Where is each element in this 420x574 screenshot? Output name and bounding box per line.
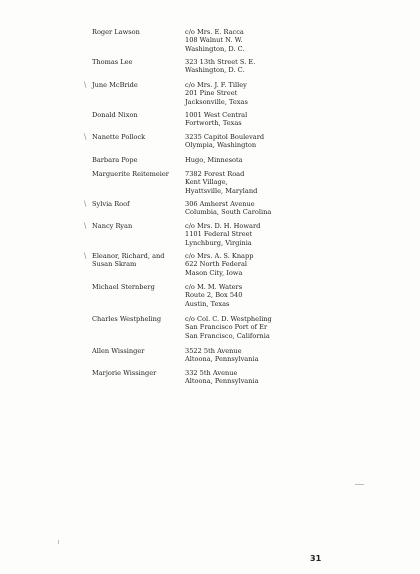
entry-address <box>185 200 345 217</box>
address-line: Hugo, Minnesota <box>185 156 243 164</box>
entry-name: Roger Lawson <box>92 28 140 36</box>
entry-name: Michael Sternberg <box>92 283 155 291</box>
address-line: Kent Village, <box>185 178 228 187</box>
address-line: c/o Col. C. D. Westpheling <box>185 315 272 323</box>
entry-address <box>185 222 345 247</box>
pencil-mark: \ <box>84 133 87 141</box>
entry-address <box>185 111 345 128</box>
address-line: Lynchburg, Virginia <box>185 238 252 247</box>
pencil-mark: \ <box>84 252 87 260</box>
entry-address <box>185 347 345 364</box>
entry-name: Nancy Ryan <box>92 222 133 230</box>
entry-name: Allen Wissinger <box>92 347 145 355</box>
entry-address <box>185 170 345 195</box>
address-line: Altoona, Pennsylvania <box>185 377 259 386</box>
address-line: 1001 West Central <box>185 111 248 119</box>
entry-address <box>185 283 345 308</box>
address-line: c/o Mrs. E. Racca <box>185 28 244 36</box>
address-line: Altoona, Pennsylvania <box>185 355 259 364</box>
entry-name: Eleanor, Richard, and Susan Skram <box>92 252 165 269</box>
entry-address <box>185 58 345 75</box>
entry-name: June McBride <box>92 81 138 89</box>
entry-address <box>185 252 345 277</box>
pencil-mark: \ <box>84 81 87 89</box>
entry-name: Sylvia Roof <box>92 200 130 208</box>
page-number: 31 <box>310 554 322 563</box>
address-line: c/o Mrs. A. S. Knapp <box>185 252 254 260</box>
address-line: Mason City, Iowa <box>185 268 243 277</box>
address-line: c/o Mrs. D. H. Howard <box>185 222 261 230</box>
entry-address <box>185 28 345 53</box>
address-line: 108 Walnut N. W. <box>185 36 243 45</box>
address-line: 201 Pine Street <box>185 89 238 98</box>
address-line: Washington, D. C. <box>185 44 245 53</box>
address-line: 332 5th Avenue <box>185 369 238 377</box>
entry-name: Marguerite Reitemeier <box>92 170 169 178</box>
entry-name: Nanette Pollock <box>92 133 146 141</box>
address-line: 306 Amherst Avenue <box>185 200 255 208</box>
entry-name: Marjorie Wissinger <box>92 369 157 377</box>
address-line: 7382 Forest Road <box>185 170 245 178</box>
address-line: c/o Mrs. J. F. Tilley <box>185 81 247 89</box>
address-line: 622 North Federal <box>185 260 247 269</box>
address-line: Jacksonville, Texas <box>185 97 248 106</box>
address-line: Hyattsville, Maryland <box>185 186 258 195</box>
address-line: c/o M. M. Waters <box>185 283 243 291</box>
address-line: Olympia, Washington <box>185 141 257 150</box>
entry-name: Thomas Lee <box>92 58 133 66</box>
entry-address <box>185 315 345 340</box>
address-line: Route 2, Box 540 <box>185 291 243 300</box>
entry-name: Charles Westpheling <box>92 315 162 323</box>
address-line: 1101 Federal Street <box>185 230 253 239</box>
address-line: 323 13th Street S. E. <box>185 58 256 66</box>
address-line: Washington, D. C. <box>185 66 245 75</box>
pencil-mark: \ <box>84 200 87 208</box>
entry-address <box>185 369 345 386</box>
address-line: 3235 Capitol Boulevard <box>185 133 265 141</box>
address-line: San Francisco, California <box>185 331 270 340</box>
pencil-mark: \ <box>84 222 87 230</box>
entry-address <box>185 133 345 150</box>
entry-address <box>185 81 345 106</box>
address-line: Fortworth, Texas <box>185 119 242 128</box>
entry-address <box>185 156 345 164</box>
scan-speck <box>355 484 364 485</box>
entry-name: Donald Nixon <box>92 111 138 119</box>
address-line: San Francisco Port of Er <box>185 323 268 332</box>
address-line: Austin, Texas <box>185 299 230 308</box>
scan-speck <box>58 540 59 544</box>
address-line: Columbia, South Carolina <box>185 208 272 217</box>
entry-name: Barbara Pope <box>92 156 138 164</box>
address-line: 3522 5th Avenue <box>185 347 242 355</box>
